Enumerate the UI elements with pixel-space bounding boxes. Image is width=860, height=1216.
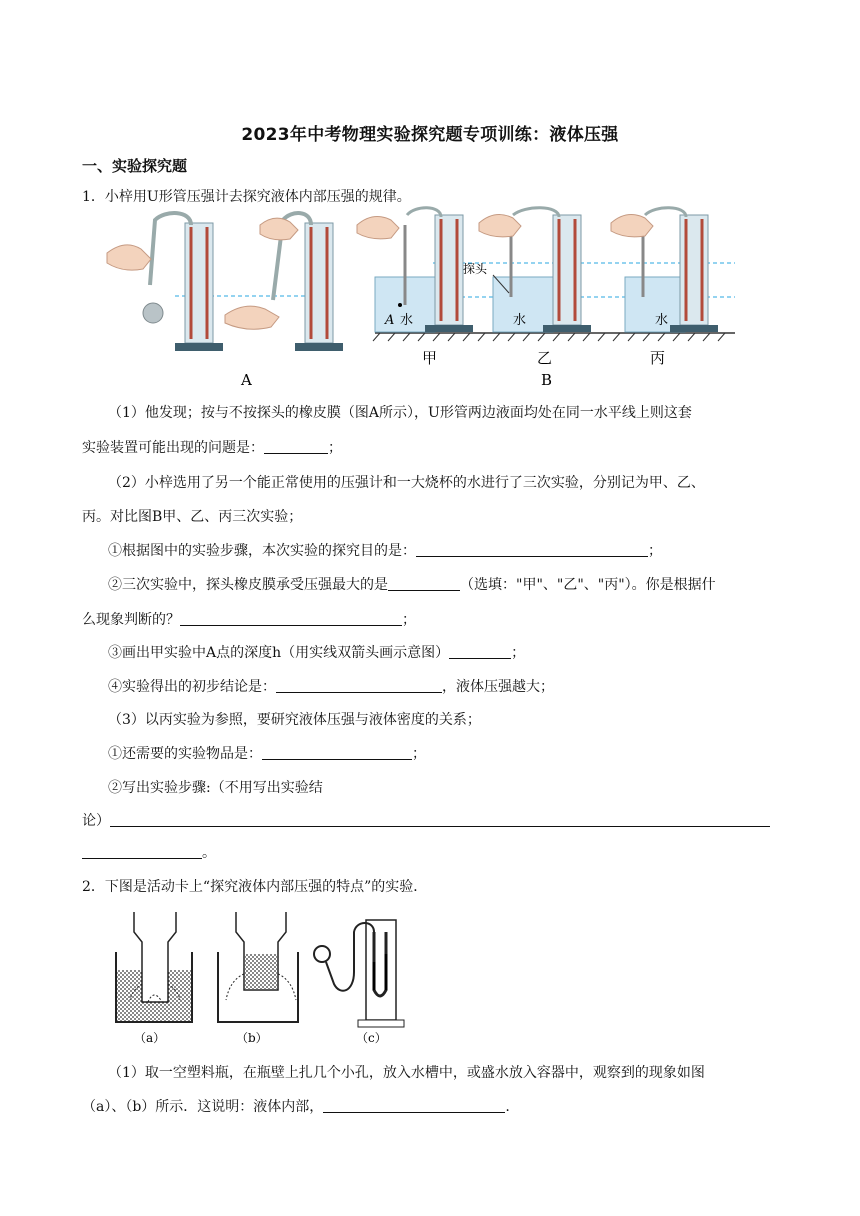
q1-t2b-line <box>82 810 770 830</box>
q1-t2c-end: 。 <box>202 845 216 861</box>
label-bing: 丙 <box>650 349 666 367</box>
q1-p1a: （1）他发现；按与不按探头的橡皮膜（图A所示），U形管两边液面均处在同一水平线上则这套 <box>108 405 692 421</box>
caption-c: （c） <box>356 1031 387 1045</box>
answer-blank-2[interactable] <box>416 542 648 557</box>
fig-label-a: A <box>241 371 252 389</box>
q2-p1b-line <box>82 1096 510 1116</box>
water-label-yi: 水 <box>513 313 527 328</box>
q2-figure <box>108 912 418 1047</box>
answer-blank-9[interactable] <box>82 844 202 859</box>
q2-stem: 2．下图是活动卡上“探究液体内部压强的特点”的实验． <box>82 879 428 895</box>
water-label-jia: 水 <box>400 313 414 328</box>
manometer-a2 <box>225 213 343 351</box>
caption-a: （a） <box>134 1031 166 1045</box>
q1-p1b: 实验装置可能出现的问题是： <box>82 440 264 456</box>
q1-t1: ①还需要的实验物品是： <box>108 746 262 762</box>
answer-blank-8[interactable] <box>110 812 770 827</box>
answer-blank-5[interactable] <box>449 644 511 659</box>
q1-p3: （3）以丙实验为参照，要研究液体压强与液体密度的关系； <box>108 712 481 728</box>
q1-t2b: 论） <box>82 813 110 829</box>
q1-s1: ①根据图中的实验步骤，本次实验的探究目的是： <box>108 543 416 559</box>
q1-s2b: 么现象判断的？ <box>82 612 180 628</box>
q2-p1b: （a）、（b）所示．这说明：液体内部， <box>82 1099 324 1115</box>
q1-t1-end: ； <box>412 746 426 762</box>
answer-blank-7[interactable] <box>262 745 412 760</box>
manometer-a1 <box>107 213 223 351</box>
fig-label-b: B <box>541 371 553 389</box>
q1-s4-line <box>108 676 554 696</box>
q1-t1-line <box>108 743 426 763</box>
q1-s4-end: ，液体压强越大； <box>442 679 554 695</box>
diagram-c <box>314 920 404 1045</box>
q1-p1b-end: ； <box>328 440 342 456</box>
setup-jia <box>357 208 473 332</box>
diagram-b <box>218 912 298 1045</box>
answer-blank-6[interactable] <box>276 678 442 693</box>
q1-s3-line <box>108 642 525 662</box>
q2-p1a: （1）取一空塑料瓶，在瓶壁上扎几个小孔，放入水槽中，或盛水放入容器中，观察到的现象如图 <box>108 1065 705 1081</box>
answer-blank-10[interactable] <box>323 1098 505 1113</box>
q1-s2a: ②三次实验中，探头橡皮膜承受压强最大的是 <box>108 577 388 593</box>
point-a-label: A <box>385 313 395 328</box>
q1-s3-end: ； <box>511 645 526 661</box>
q1-t2c-line <box>82 842 216 862</box>
q1-s2b-end: ； <box>402 612 416 628</box>
q1-s4: ④实验得出的初步结论是： <box>108 679 276 695</box>
answer-blank-4[interactable] <box>180 611 402 626</box>
q1-s2a-line <box>108 574 716 594</box>
probe-label: 探头 <box>463 262 488 276</box>
diagram-a <box>116 912 192 1045</box>
q1-stem: 1．小梓用U形管压强计去探究液体内部压强的规律。 <box>82 189 411 205</box>
q1-s2a-end: （选填："甲"、"乙"、"丙"）。你是根据什 <box>460 577 716 593</box>
q1-p2b: 丙。对比图B甲、乙、丙三次实验； <box>82 509 303 525</box>
q1-s1-line <box>108 540 662 560</box>
setup-bing <box>611 208 718 332</box>
q1-p1b-line <box>82 437 342 457</box>
label-yi: 乙 <box>537 349 553 367</box>
q1-figure <box>95 205 740 390</box>
water-label-bing: 水 <box>655 313 669 328</box>
label-jia: 甲 <box>422 349 438 367</box>
setup-yi <box>463 208 591 332</box>
answer-blank-3[interactable] <box>388 576 460 591</box>
q1-s1-end: ； <box>648 543 662 559</box>
answer-blank-1[interactable] <box>264 439 328 454</box>
q1-s3: ③画出甲实验中A点的深度h（用实线双箭头画示意图） <box>108 645 450 661</box>
q1-s2b-line <box>82 609 416 629</box>
q2-p1b-end: . <box>505 1099 510 1115</box>
caption-b: （b） <box>236 1031 268 1045</box>
section-heading: 一、实验探究题 <box>82 157 188 175</box>
page-title: 2023年中考物理实验探究题专项训练：液体压强 <box>241 125 619 145</box>
q1-p2a: （2）小梓选用了另一个能正常使用的压强计和一大烧杯的水进行了三次实验，分别记为甲、乙、 <box>108 475 705 491</box>
q1-t2: ②写出实验步骤:（不用写出实验结 <box>108 780 323 796</box>
